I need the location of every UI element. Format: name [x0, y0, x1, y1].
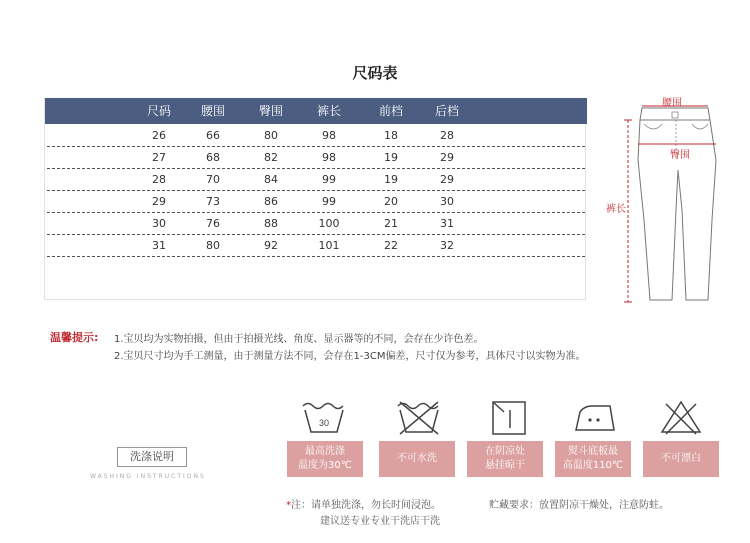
table-cell: 19 [384, 173, 398, 186]
header-hip: 臀围 [258, 104, 283, 118]
header-length: 裤长 [316, 104, 341, 118]
no-bleach-icon [656, 398, 706, 436]
table-row [45, 125, 587, 147]
table-cell: 101 [318, 239, 340, 252]
note-star: * [286, 500, 291, 511]
table-row [45, 169, 587, 191]
care-text: 不可水洗 [397, 453, 437, 464]
care-text: 高温度110℃ [562, 460, 624, 471]
table-cell: 92 [264, 239, 278, 252]
table-cell: 98 [322, 151, 336, 164]
care-text: 熨斗底板最 [568, 446, 618, 457]
wash-note-line-1 [286, 496, 441, 511]
wash-temp-text: 30 [318, 418, 330, 428]
table-cell: 30 [152, 217, 166, 230]
table-cell: 28 [440, 129, 454, 142]
care-text: 最高洗涤 [305, 446, 345, 457]
table-cell: 73 [206, 195, 220, 208]
table-cell: 82 [264, 151, 278, 164]
table-cell: 28 [152, 173, 166, 186]
tip-line-2: 2.宝贝尺寸均为手工测量，由于测量方法不同，会存在1-3CM偏差，尺寸仅为参考，具体尺寸以实物为准。 [114, 351, 586, 362]
table-cell: 98 [322, 129, 336, 142]
table-cell: 80 [264, 129, 278, 142]
table-cell: 99 [322, 195, 336, 208]
table-cell: 31 [152, 239, 166, 252]
table-cell: 22 [384, 239, 398, 252]
table-cell: 20 [384, 195, 398, 208]
table-cell: 80 [206, 239, 220, 252]
table-cell: 29 [440, 151, 454, 164]
table-cell: 84 [264, 173, 278, 186]
care-box-no-bleach [643, 441, 719, 477]
header-size: 尺码 [146, 104, 171, 118]
table-row [45, 147, 587, 169]
table-header [45, 98, 587, 124]
care-text: 不可漂白 [661, 453, 701, 464]
pants-diagram [600, 90, 740, 320]
wash-30-icon [299, 398, 349, 436]
size-table [44, 98, 586, 300]
washing-subtitle: WASHING INSTRUCTIONS [90, 473, 206, 480]
table-cell: 31 [440, 217, 454, 230]
length-label: 裤长 [606, 204, 626, 215]
care-box-iron [555, 441, 631, 477]
storage-note: 贮藏要求：放置阴凉干燥处，注意防蛀。 [489, 500, 669, 511]
care-box-wash-temp [287, 441, 363, 477]
table-cell: 70 [206, 173, 220, 186]
table-cell: 88 [264, 217, 278, 230]
table-cell: 27 [152, 151, 166, 164]
care-text: 在阴凉处 [485, 446, 525, 457]
no-water-wash-icon [394, 398, 444, 436]
table-cell: 21 [384, 217, 398, 230]
table-cell: 18 [384, 129, 398, 142]
table-cell: 29 [152, 195, 166, 208]
header-back-rise: 后档 [434, 104, 459, 118]
page-title: 尺码表 [352, 64, 398, 82]
care-box-hang-dry [467, 441, 543, 477]
washing-instructions-button: 洗涤说明 [117, 447, 187, 467]
table-cell: 66 [206, 129, 220, 142]
table-cell: 30 [440, 195, 454, 208]
table-cell: 29 [440, 173, 454, 186]
table-cell: 86 [264, 195, 278, 208]
care-text: 悬挂晾干 [485, 460, 525, 471]
table-cell: 76 [206, 217, 220, 230]
hang-dry-shade-icon [484, 398, 534, 436]
table-cell: 19 [384, 151, 398, 164]
care-text: 温度为30℃ [298, 460, 352, 471]
hip-label: 臀围 [670, 150, 690, 161]
table-row [45, 191, 587, 213]
table-row [45, 235, 587, 257]
table-cell: 32 [440, 239, 454, 252]
table-cell: 99 [322, 173, 336, 186]
table-row [45, 213, 587, 235]
table-cell: 68 [206, 151, 220, 164]
tip-line-1: 1.宝贝均为实物拍摄，但由于拍摄光线、角度、显示器等的不同，会存在少许色差。 [114, 334, 484, 345]
tips-label: 温馨提示: [50, 331, 99, 344]
table-cell: 26 [152, 129, 166, 142]
wash-note-line-2: 建议送专业专业干洗店干洗 [320, 516, 440, 527]
header-waist: 腰围 [200, 104, 225, 118]
header-front-rise: 前档 [378, 104, 403, 118]
table-cell: 100 [318, 217, 340, 230]
iron-110-icon [570, 398, 620, 436]
waist-label: 腰围 [662, 98, 682, 109]
care-box-no-wash [379, 441, 455, 477]
note-text: 注：请单独洗涤，勿长时间浸泡。 [291, 500, 441, 511]
